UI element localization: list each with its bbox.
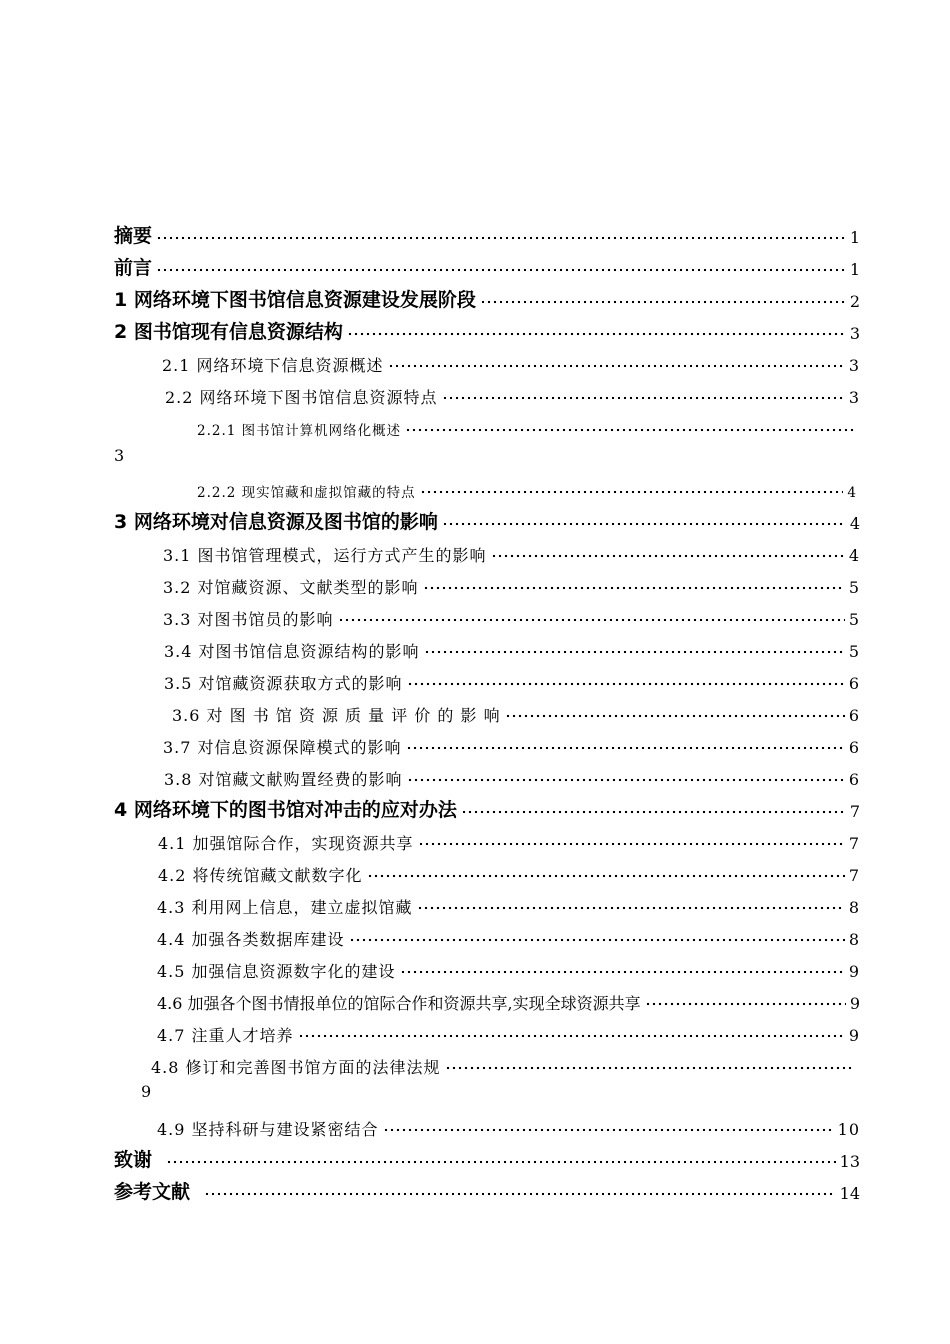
toc-entry-label: 3.4 对图书馆信息资源结构的影响 <box>164 642 420 661</box>
toc-entry-label: 2.2.1 图书馆计算机网络化概述 <box>197 422 402 439</box>
toc-entry-4-3[interactable] <box>157 890 860 916</box>
toc-entry-4-5[interactable] <box>157 954 860 980</box>
toc-entry-page: 10 <box>837 1120 860 1139</box>
toc-entry-page-wrapped: 3 <box>114 446 125 465</box>
toc-entry-label: 3.3 对图书馆员的影响 <box>163 610 334 629</box>
toc-entry-4-6[interactable] <box>157 986 860 1012</box>
dot-leader <box>400 969 845 975</box>
toc-entry-page: 8 <box>848 930 860 949</box>
dot-leader <box>156 235 846 241</box>
dot-leader <box>645 1001 846 1007</box>
toc-entry-page: 7 <box>848 866 860 885</box>
toc-entry-page: 3 <box>848 356 860 375</box>
toc-entry-label: 4.2 将传统馆藏文献数字化 <box>158 866 363 885</box>
toc-entry-2-2-1[interactable] <box>197 412 859 438</box>
toc-entry-page: 9 <box>848 962 860 981</box>
toc-entry-page: 2 <box>849 292 860 311</box>
toc-entry-label: 3.8 对馆藏文献购置经费的影响 <box>164 770 403 789</box>
toc-entry-page: 5 <box>848 610 860 629</box>
dot-leader <box>505 713 845 719</box>
toc-entry-page: 5 <box>848 578 860 597</box>
dot-leader <box>407 681 845 687</box>
toc-entry-page: 9 <box>849 994 860 1013</box>
dot-leader <box>367 873 845 879</box>
toc-entry-page: 8 <box>848 898 860 917</box>
toc-entry-3-7[interactable] <box>163 730 860 756</box>
toc-entry-acknowledgements[interactable] <box>114 1144 860 1170</box>
toc-entry-chapter-3[interactable] <box>114 506 860 532</box>
toc-entry-page: 9 <box>848 1026 860 1045</box>
dot-leader <box>423 585 845 591</box>
dot-leader <box>418 841 845 847</box>
toc-entry-page: 1 <box>849 260 860 279</box>
toc-entry-label: 4.5 加强信息资源数字化的建设 <box>157 962 396 981</box>
toc-entry-page: 7 <box>849 802 860 821</box>
toc-entry-4-4[interactable] <box>157 922 860 948</box>
toc-entry-page: 14 <box>839 1184 860 1203</box>
dot-leader <box>405 427 855 433</box>
toc-entry-chapter-1[interactable] <box>114 284 860 310</box>
toc-entry-page: 6 <box>848 674 860 693</box>
toc-entry-label: 4.9 坚持科研与建设紧密结合 <box>157 1120 379 1139</box>
toc-entry-label: 2.2 网络环境下图书馆信息资源特点 <box>165 388 438 407</box>
toc-entry-page: 5 <box>848 642 860 661</box>
toc-entry-page: 1 <box>849 228 860 247</box>
dot-leader <box>204 1191 836 1197</box>
toc-entry-label: 3.1 图书馆管理模式，运行方式产生的影响 <box>163 546 487 565</box>
toc-entry-2-2-2[interactable] <box>197 474 857 500</box>
toc-entry-label: 4 网络环境下的图书馆对冲击的应对办法 <box>114 799 457 821</box>
toc-entry-page: 6 <box>848 770 860 789</box>
toc-entry-3-3[interactable] <box>163 602 860 628</box>
toc-entry-page: 7 <box>848 834 860 853</box>
toc-entry-2-1[interactable] <box>162 348 860 374</box>
dot-leader <box>406 745 845 751</box>
dot-leader <box>383 1127 834 1133</box>
toc-entry-preface[interactable] <box>114 252 860 278</box>
toc-entry-label: 摘要 <box>114 225 153 247</box>
toc-entry-label: 1 网络环境下图书馆信息资源建设发展阶段 <box>114 289 476 311</box>
toc-entry-label: 4.7 注重人才培养 <box>157 1026 294 1045</box>
toc-entry-page-wrapped: 9 <box>141 1082 152 1101</box>
dot-leader <box>480 299 846 305</box>
toc-entry-label: 4.4 加强各类数据库建设 <box>157 930 345 949</box>
toc-entry-abstract[interactable] <box>114 220 860 246</box>
toc-entry-3-5[interactable] <box>164 666 860 692</box>
toc-entry-page: 4 <box>847 484 857 501</box>
dot-leader <box>407 777 845 783</box>
toc-entry-page: 13 <box>839 1152 860 1171</box>
dot-leader <box>424 649 845 655</box>
toc-entry-3-4[interactable] <box>164 634 860 660</box>
toc-entry-label: 3 网络环境对信息资源及图书馆的影响 <box>114 511 438 533</box>
toc-entry-label: 4.1 加强馆际合作，实现资源共享 <box>158 834 414 853</box>
toc-entry-3-8[interactable] <box>164 762 860 788</box>
toc-entry-label: 致谢 <box>114 1149 153 1171</box>
dot-leader <box>166 1159 836 1165</box>
toc-entry-label: 4.8 修订和完善图书馆方面的法律法规 <box>151 1058 441 1077</box>
toc-entry-page: 6 <box>848 706 860 725</box>
toc-entry-4-2[interactable] <box>158 858 860 884</box>
toc-entry-label: 参考文献 <box>114 1181 191 1203</box>
toc-entry-3-2[interactable] <box>163 570 860 596</box>
toc-entry-references[interactable] <box>114 1176 860 1202</box>
dot-leader <box>349 937 845 943</box>
toc-entry-page: 4 <box>848 546 860 565</box>
dot-leader <box>461 809 846 815</box>
toc-entry-chapter-2[interactable] <box>114 316 860 342</box>
dot-leader <box>442 521 846 527</box>
toc-entry-label: 3.5 对馆藏资源获取方式的影响 <box>164 674 403 693</box>
dot-leader <box>298 1033 845 1039</box>
dot-leader <box>445 1065 854 1071</box>
toc-entry-label: 2.2.2 现实馆藏和虚拟馆藏的特点 <box>197 484 416 501</box>
dot-leader <box>417 905 845 911</box>
toc-entry-4-1[interactable] <box>158 826 860 852</box>
toc-entry-label: 2.1 网络环境下信息资源概述 <box>162 356 384 375</box>
toc-entry-page: 4 <box>849 514 860 533</box>
toc-entry-4-9[interactable] <box>157 1112 860 1138</box>
toc-entry-3-1[interactable] <box>163 538 860 564</box>
toc-entry-page: 3 <box>848 388 860 407</box>
toc-entry-label: 4.3 利用网上信息，建立虚拟馆藏 <box>157 898 413 917</box>
dot-leader <box>338 617 845 623</box>
toc-entry-label: 3.7 对信息资源保障模式的影响 <box>163 738 402 757</box>
toc-entry-label: 前言 <box>114 257 153 279</box>
dot-leader <box>442 395 845 401</box>
toc-entry-4-8[interactable] <box>151 1050 858 1076</box>
toc-entry-3-6[interactable] <box>172 698 860 724</box>
toc-entry-label: 2 图书馆现有信息资源结构 <box>114 321 343 343</box>
toc-entry-page: 3 <box>849 324 860 343</box>
dot-leader <box>156 267 846 273</box>
toc-entry-page: 6 <box>848 738 860 757</box>
toc-entry-label: 3.2 对馆藏资源、文献类型的影响 <box>163 578 419 597</box>
dot-leader <box>347 331 846 337</box>
dot-leader <box>388 363 845 369</box>
dot-leader <box>420 489 844 495</box>
toc-entry-label: 3.6 对 图 书 馆 资 源 质 量 评 价 的 影 响 <box>172 706 501 725</box>
toc-entry-label: 4.6 加强各个图书情报单位的馆际合作和资源共享,实现全球资源共享 <box>157 994 641 1013</box>
toc-entry-2-2[interactable] <box>165 380 860 406</box>
toc-entry-4-7[interactable] <box>157 1018 860 1044</box>
toc-entry-chapter-4[interactable] <box>114 794 860 820</box>
dot-leader <box>491 553 845 559</box>
